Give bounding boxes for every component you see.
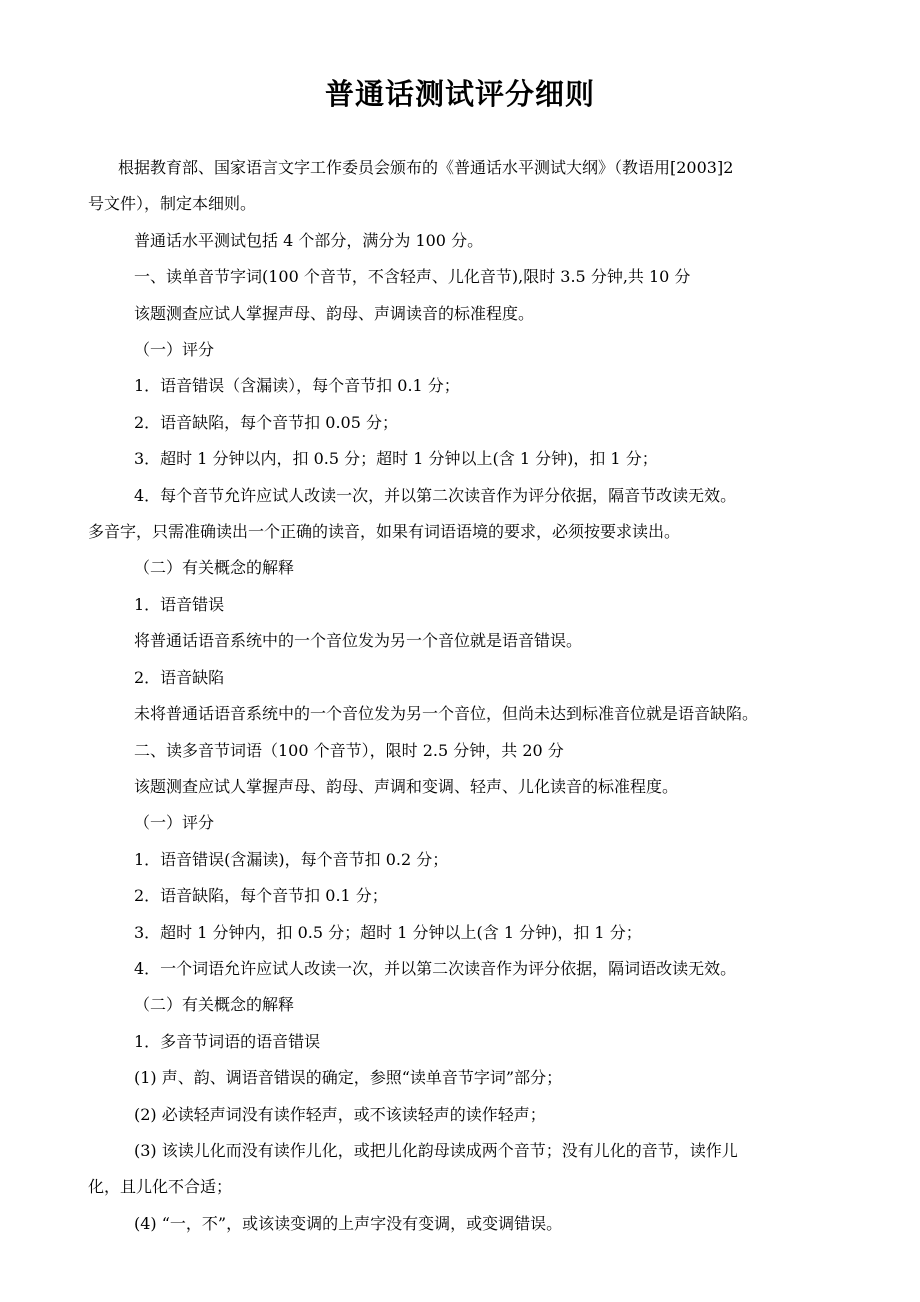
paragraph-line: (1) 声、韵、调语音错误的确定，参照“读单音节字词”部分； <box>134 1068 563 1088</box>
paragraph-line: (3) 该读儿化而没有读作儿化，或把儿化韵母读成两个音节；没有儿化的音节，读作儿 <box>134 1140 738 1160</box>
paragraph-line: (4) “一，不”，或该读变调的上声字没有变调，或变调错误。 <box>134 1213 563 1233</box>
paragraph-line: 多音字，只需准确读出一个正确的读音，如果有词语语境的要求，必须按要求读出。 <box>88 522 681 542</box>
paragraph-line: 2．语音缺陷，每个音节扣 0.1 分； <box>134 886 388 906</box>
paragraph-line: 普通话水平测试包括 4 个部分，满分为 100 分。 <box>134 230 484 250</box>
paragraph-line: 4．一个词语允许应试人改读一次，并以第二次读音作为评分依据，隔词语改读无效。 <box>134 958 737 978</box>
paragraph-line: 2．语音缺陷，每个音节扣 0.05 分； <box>134 412 398 432</box>
paragraph-line: 1．多音节词语的语音错误 <box>134 1031 321 1051</box>
paragraph-line: 号文件），制定本细则。 <box>88 194 257 214</box>
paragraph-line: 1．语音错误 <box>134 594 225 614</box>
paragraph-line: 根据教育部、国家语言文字工作委员会颁布的《普通话水平测试大纲》（教语用[2003]2 <box>118 158 734 177</box>
paragraph-line: 1．语音错误（含漏读），每个音节扣 0.1 分； <box>134 376 460 396</box>
paragraph-line: 一、读单音节字词(100 个音节，不含轻声、儿化音节),限时 3.5 分钟,共 10 分 <box>134 267 691 287</box>
paragraph-line: 该题测查应试人掌握声母、韵母、声调和变调、轻声、儿化读音的标准程度。 <box>134 776 679 796</box>
paragraph-line: 2．语音缺陷 <box>134 667 225 687</box>
paragraph-line: 3．超时 1 分钟内，扣 0.5 分；超时 1 分钟以上(含 1 分钟)，扣 1 分； <box>134 922 642 942</box>
paragraph-line: （一）评分 <box>134 340 215 360</box>
paragraph-line: （二）有关概念的解释 <box>134 558 295 578</box>
paragraph-line: 二、读多音节词语（100 个音节），限时 2.5 分钟，共 20 分 <box>134 740 564 760</box>
paragraph-line: 未将普通话语音系统中的一个音位发为另一个音位，但尚未达到标准音位就是语音缺陷。 <box>134 704 759 724</box>
paragraph-line: 该题测查应试人掌握声母、韵母、声调读音的标准程度。 <box>134 303 535 323</box>
paragraph-line: （一）评分 <box>134 813 215 833</box>
paragraph-line: 3．超时 1 分钟以内，扣 0.5 分；超时 1 分钟以上(含 1 分钟)，扣 1 分； <box>134 449 658 469</box>
paragraph-line: 1．语音错误(含漏读)，每个音节扣 0.2 分； <box>134 849 449 869</box>
paragraph-line: 化，且儿化不合适； <box>88 1177 233 1197</box>
paragraph-line: 4．每个音节允许应试人改读一次，并以第二次读音作为评分依据，隔音节改读无效。 <box>134 485 737 505</box>
paragraph-line: 将普通话语音系统中的一个音位发为另一个音位就是语音错误。 <box>134 631 583 651</box>
paragraph-line: （二）有关概念的解释 <box>134 995 295 1015</box>
document-title: 普通话测试评分细则 <box>324 77 595 111</box>
paragraph-line: (2) 必读轻声词没有读作轻声，或不该读轻声的读作轻声； <box>134 1104 546 1124</box>
document-body <box>88 150 848 1242</box>
